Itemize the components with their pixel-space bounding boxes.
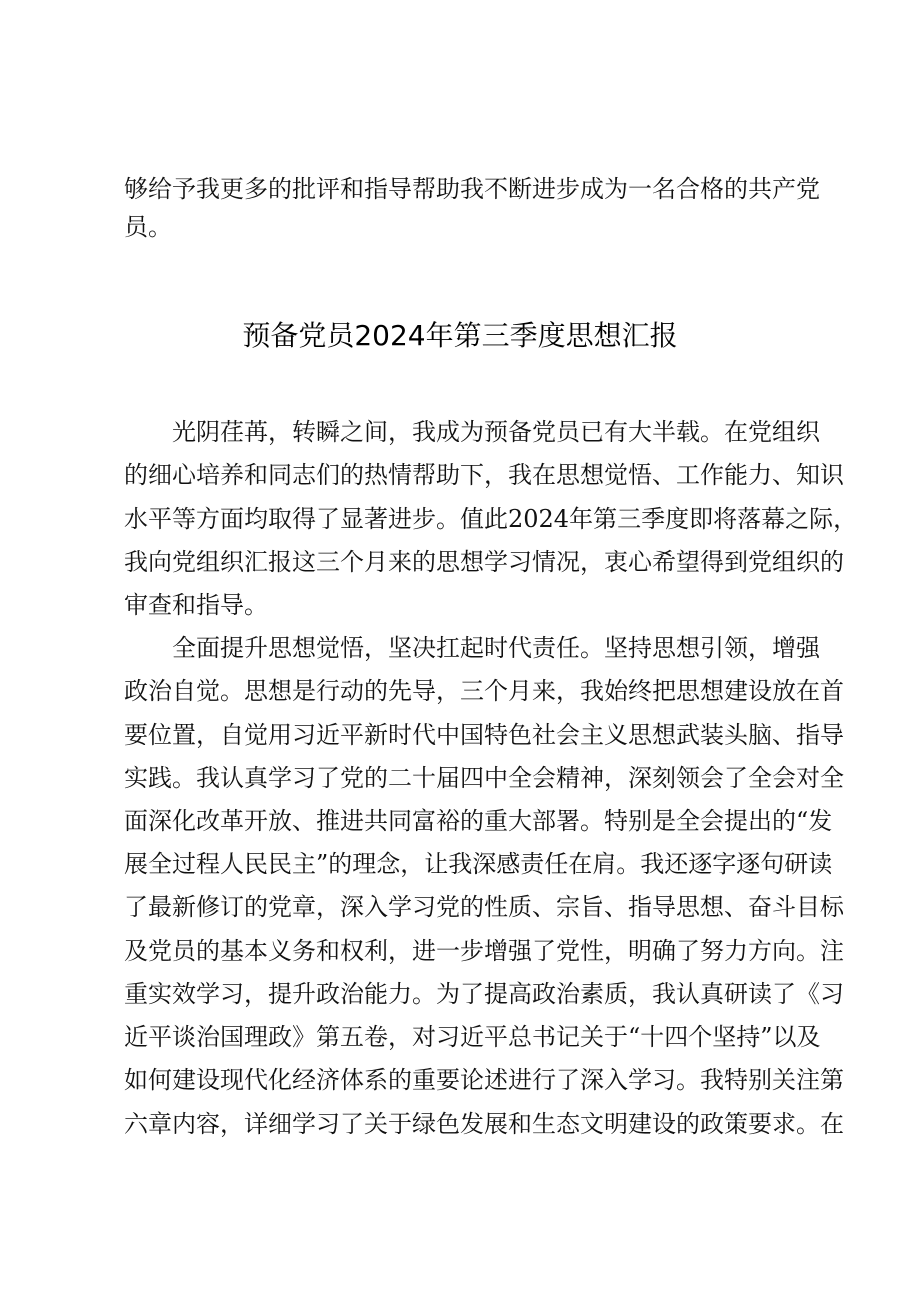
document-title: 预备党员2024年第三季度思想汇报 [242,319,678,352]
paragraph-line: 重实效学习，提升政治能力。为了提高政治素质，我认真研读了《习 [124,980,844,1008]
paragraph-line: 近平谈治国理政》第五卷，对习近平总书记关于“十四个坚持”以及 [124,1023,821,1051]
paragraph-line: 光阴荏苒，转瞬之间，我成为预备党员已有大半载。在党组织 [124,418,820,446]
paragraph-line: 审查和指导。 [124,591,268,619]
paragraph-line: 全面提升思想觉悟，坚决扛起时代责任。坚持思想引领，增强 [124,634,820,662]
paragraph-line: 面深化改革开放、推进共同富裕的重大部署。特别是全会提出的“发 [124,807,833,835]
paragraph-line: 及党员的基本义务和权利，进一步增强了党性，明确了努力方向。注 [124,937,844,965]
paragraph-line: 政治自觉。思想是行动的先导，三个月来，我始终把思想建设放在首 [124,677,844,705]
paragraph-line: 展全过程人民民主”的理念，让我深感责任在肩。我还逐字逐句研读 [124,850,833,878]
continuation-line: 够给予我更多的批评和指导帮助我不断进步成为一名合格的共产党 [124,175,820,203]
continuation-line: 员。 [124,213,172,241]
paragraph-line: 六章内容，详细学习了关于绿色发展和生态文明建设的政策要求。在 [124,1110,844,1138]
paragraph-line: 我向党组织汇报这三个月来的思想学习情况，衷心希望得到党组织的 [124,548,844,576]
paragraph-line: 实践。我认真学习了党的二十届四中全会精神，深刻领会了全会对全 [124,764,844,792]
paragraph-line: 了最新修订的党章，深入学习党的性质、宗旨、指导思想、奋斗目标 [124,893,844,921]
paragraph-line: 如何建设现代化经济体系的重要论述进行了深入学习。我特别关注第 [124,1066,844,1094]
paragraph-line: 水平等方面均取得了显著进步。值此2024年第三季度即将落幕之际， [124,505,858,533]
paragraph-line: 要位置，自觉用习近平新时代中国特色社会主义思想武装头脑、指导 [124,721,844,749]
paragraph-line: 的细心培养和同志们的热情帮助下，我在思想觉悟、工作能力、知识 [124,461,844,489]
